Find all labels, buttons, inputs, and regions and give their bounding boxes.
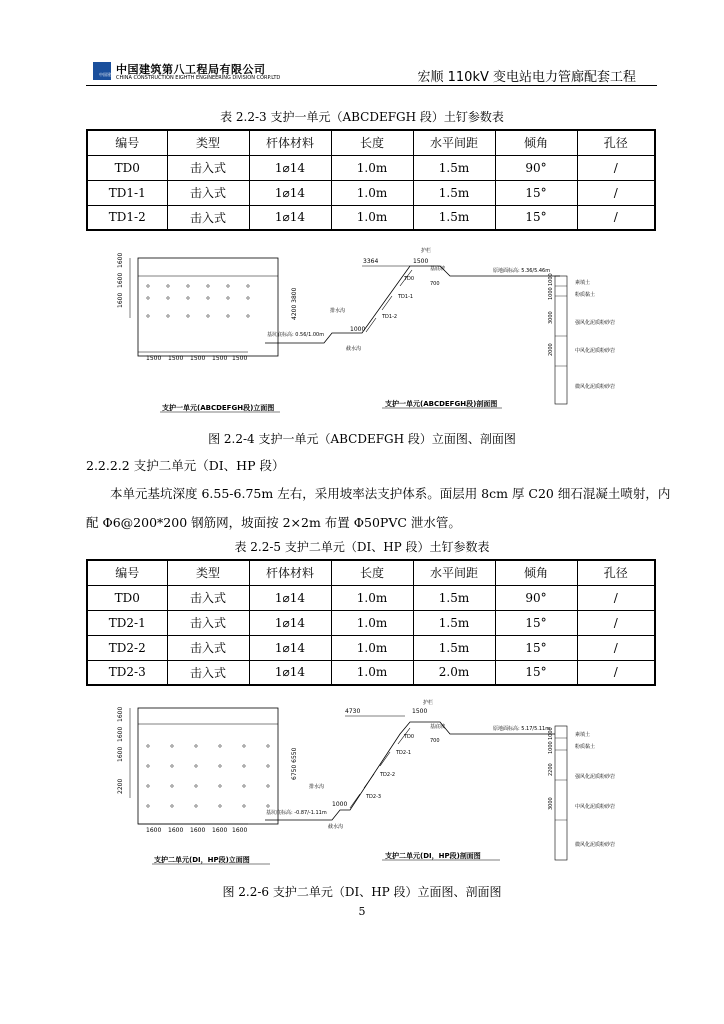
label-top: 基底坡 xyxy=(430,724,446,730)
table-cell: 15° xyxy=(495,205,577,230)
table-cell: TD0 xyxy=(87,155,167,180)
layer-dim: 1000 xyxy=(548,727,554,740)
table-cell: 1.5m xyxy=(413,205,495,230)
table-cell: 1.0m xyxy=(331,635,413,660)
dim-left: 1600 xyxy=(117,272,124,288)
dim-top: 3364 xyxy=(363,258,379,265)
col-header: 类型 xyxy=(167,560,249,585)
label-crown: 护栏 xyxy=(421,248,432,254)
dim-berm: 1500 xyxy=(413,258,429,265)
table-cell: 击入式 xyxy=(167,180,249,205)
dim-bottom: 1600 xyxy=(168,827,184,834)
nail-label: TD1-1 xyxy=(398,294,414,300)
page-number: 5 xyxy=(358,905,366,918)
dim-left: 1600 xyxy=(117,706,124,722)
figure-1-caption: 图 2.2-4 支护一单元（ABCDEFGH 段）立面图、剖面图 xyxy=(208,432,516,446)
table-cell: / xyxy=(577,635,655,660)
label-drain: 排水沟 xyxy=(309,784,325,790)
table-cell: / xyxy=(577,155,655,180)
elevation-view xyxy=(117,707,298,865)
company-name-en: CHINA CONSTRUCTION EIGHTH ENGINEERING DIVISION CORP.LTD xyxy=(116,75,281,81)
layer-dim: 1000 xyxy=(548,273,554,286)
label-ditch: 截水沟 xyxy=(328,824,344,830)
table-row xyxy=(87,585,655,610)
dim-bottom: 1500 xyxy=(190,355,206,362)
col-header: 水平间距 xyxy=(413,560,495,585)
table-row xyxy=(87,635,655,660)
figure-2-drawing xyxy=(100,698,660,873)
dim-ditch: 1000 xyxy=(332,801,348,808)
table-header-row xyxy=(87,130,655,155)
dim-bottom: 1500 xyxy=(232,355,248,362)
table-cell: 1⌀14 xyxy=(249,585,331,610)
col-header: 类型 xyxy=(167,130,249,155)
table2 xyxy=(86,559,656,686)
dim-bottom: 1600 xyxy=(232,827,248,834)
layer-dim: 2000 xyxy=(548,343,554,356)
label-ground: 原地面标高: 5.36/5.46m xyxy=(493,268,551,274)
table-row xyxy=(87,660,655,685)
nail-label: TD1-2 xyxy=(382,314,398,320)
label-ditch: 截水沟 xyxy=(346,346,362,352)
dim-left: 1600 xyxy=(117,746,124,762)
table-cell: 1⌀14 xyxy=(249,610,331,635)
table-row xyxy=(87,155,655,180)
table-cell: 1.0m xyxy=(331,180,413,205)
nail-label: TD0 xyxy=(404,276,415,282)
label-ground: 原地面标高: 5.17/5.11m xyxy=(493,726,551,732)
col-header: 杆体材料 xyxy=(249,130,331,155)
figure-1-drawing xyxy=(100,240,660,415)
table-cell: 1.5m xyxy=(413,635,495,660)
table-cell: 90° xyxy=(495,155,577,180)
table-cell: / xyxy=(577,205,655,230)
table-cell: / xyxy=(577,660,655,685)
nail-label: TD2-2 xyxy=(380,772,396,778)
dim-left: 1600 xyxy=(117,292,124,308)
table-cell: 90° xyxy=(495,585,577,610)
col-header: 孔径 xyxy=(577,130,655,155)
layer-label: 中风化泥质粉砂岩 xyxy=(575,804,616,810)
dim-700: 700 xyxy=(430,738,440,744)
dim-left: 1600 xyxy=(117,726,124,742)
table-cell: TD1-1 xyxy=(87,180,167,205)
header-rule xyxy=(86,85,657,86)
paragraph-line-2: 配 Φ6@200*200 钢筋网，坡面按 2×2m 布置 Φ50PVC 泄水管。 xyxy=(86,515,461,530)
table-cell: 1.0m xyxy=(331,660,413,685)
table-cell: 1.5m xyxy=(413,155,495,180)
table-cell: 击入式 xyxy=(167,610,249,635)
table-cell: 击入式 xyxy=(167,635,249,660)
table-cell: 1.0m xyxy=(331,155,413,180)
dim-bottom: 1500 xyxy=(212,355,228,362)
figure-2-caption: 图 2.2-6 支护二单元（DI、HP 段）立面图、剖面图 xyxy=(222,885,502,899)
table-cell: 击入式 xyxy=(167,155,249,180)
dim-total: 6750 6550 xyxy=(291,747,298,780)
dim-left: 2200 xyxy=(117,778,124,794)
col-header: 编号 xyxy=(87,560,167,585)
nail-label: TD0 xyxy=(404,734,415,740)
label-base: 基坑底标高: 0.56/1.00m xyxy=(267,332,325,338)
layer-label: 微风化泥质粉砂岩 xyxy=(575,842,616,848)
dim-bottom: 1500 xyxy=(168,355,184,362)
label-base: 基坑底标高: -0.87/-1.11m xyxy=(266,810,327,816)
table2-caption: 表 2.2-5 支护二单元（DI、HP 段）土钉参数表 xyxy=(234,540,490,554)
table-cell: 1.5m xyxy=(413,585,495,610)
nail-label: TD2-1 xyxy=(396,750,412,756)
table-cell: 1⌀14 xyxy=(249,635,331,660)
paragraph-line-1: 本单元基坑深度 6.55-6.75m 左右，采用坡率法支护体系。面层用 8cm 厚 C20 细石混凝土喷射，内 xyxy=(110,486,671,501)
label-drain: 排水沟 xyxy=(330,308,346,314)
table-cell: 1⌀14 xyxy=(249,155,331,180)
project-title: 宏顺 110kV 变电站电力管廊配套工程 xyxy=(417,70,636,85)
table-cell: 2.0m xyxy=(413,660,495,685)
table-cell: 1⌀14 xyxy=(249,660,331,685)
elevation-title: 支护一单元(ABCDEFGH段)立面图 xyxy=(162,404,275,412)
dim-ditch: 1000 xyxy=(350,326,366,333)
dim-bottom: 1600 xyxy=(146,827,162,834)
layer-label: 微风化泥质粉砂岩 xyxy=(575,384,616,390)
table-cell: 1⌀14 xyxy=(249,180,331,205)
col-header: 水平间距 xyxy=(413,130,495,155)
elevation-title: 支护二单元(DI，HP段)立面图 xyxy=(154,856,250,864)
dim-berm: 1500 xyxy=(412,708,428,715)
col-header: 倾角 xyxy=(495,130,577,155)
col-header: 长度 xyxy=(331,130,413,155)
table-cell: TD1-2 xyxy=(87,205,167,230)
table-cell: 1.5m xyxy=(413,180,495,205)
table-cell: 15° xyxy=(495,660,577,685)
table1-caption: 表 2.2-3 支护一单元（ABCDEFGH 段）土钉参数表 xyxy=(220,110,504,124)
dim-bottom: 1600 xyxy=(212,827,228,834)
layer-label: 素填土 xyxy=(575,732,591,738)
table1 xyxy=(86,129,656,231)
layer-label: 中风化泥质粉砂岩 xyxy=(575,348,616,354)
section-title: 支护一单元(ABCDEFGH段)剖面图 xyxy=(385,400,498,408)
layer-dim: 3000 xyxy=(548,797,554,810)
section-view xyxy=(265,699,615,861)
table-cell: TD0 xyxy=(87,585,167,610)
section-title: 支护二单元(DI，HP段)剖面图 xyxy=(385,852,481,860)
table-cell: / xyxy=(577,610,655,635)
section-view xyxy=(265,247,615,408)
table-cell: 15° xyxy=(495,180,577,205)
table-cell: / xyxy=(577,180,655,205)
table-cell: 1.0m xyxy=(331,585,413,610)
dim-total: 4200 3800 xyxy=(291,287,298,320)
dim-top: 4730 xyxy=(345,708,361,715)
table-cell: 1.0m xyxy=(331,610,413,635)
table-row xyxy=(87,610,655,635)
table-row xyxy=(87,205,655,230)
table-cell: 击入式 xyxy=(167,660,249,685)
layer-dim: 2200 xyxy=(548,763,554,776)
col-header: 杆体材料 xyxy=(249,560,331,585)
table-cell: TD2-2 xyxy=(87,635,167,660)
dim-bottom: 1500 xyxy=(146,355,162,362)
company-logo-text: 中国建筑 xyxy=(99,72,115,77)
table-cell: 击入式 xyxy=(167,205,249,230)
col-header: 倾角 xyxy=(495,560,577,585)
layer-label: 粉质黏土 xyxy=(575,744,596,750)
dim-700: 700 xyxy=(430,281,440,287)
col-header: 长度 xyxy=(331,560,413,585)
col-header: 编号 xyxy=(87,130,167,155)
table-cell: / xyxy=(577,585,655,610)
label-top: 基底坡 xyxy=(430,266,446,272)
layer-label: 素填土 xyxy=(575,280,591,286)
nail-label: TD2-3 xyxy=(366,794,382,800)
table-cell: 1.0m xyxy=(331,205,413,230)
dim-left: 1600 xyxy=(117,252,124,268)
table-cell: TD2-3 xyxy=(87,660,167,685)
col-header: 孔径 xyxy=(577,560,655,585)
layer-label: 粉质黏土 xyxy=(575,292,596,298)
table-cell: TD2-1 xyxy=(87,610,167,635)
layer-dim: 1000 xyxy=(548,741,554,754)
section-heading: 2.2.2.2 支护二单元（DI、HP 段） xyxy=(86,458,285,473)
company-name-cn: 中国建筑第八工程局有限公司 xyxy=(116,63,266,76)
layer-label: 强风化泥质粉砂岩 xyxy=(575,774,616,780)
table-header-row xyxy=(87,560,655,585)
layer-dim: 1000 xyxy=(548,287,554,300)
dim-bottom: 1600 xyxy=(190,827,206,834)
table-cell: 击入式 xyxy=(167,585,249,610)
label-crown: 护栏 xyxy=(423,700,434,706)
table-cell: 15° xyxy=(495,610,577,635)
table-row xyxy=(87,180,655,205)
table-cell: 1.5m xyxy=(413,610,495,635)
layer-dim: 3000 xyxy=(548,311,554,324)
table-cell: 1⌀14 xyxy=(249,205,331,230)
layer-label: 强风化泥质粉砂岩 xyxy=(575,320,616,326)
table-cell: 15° xyxy=(495,635,577,660)
